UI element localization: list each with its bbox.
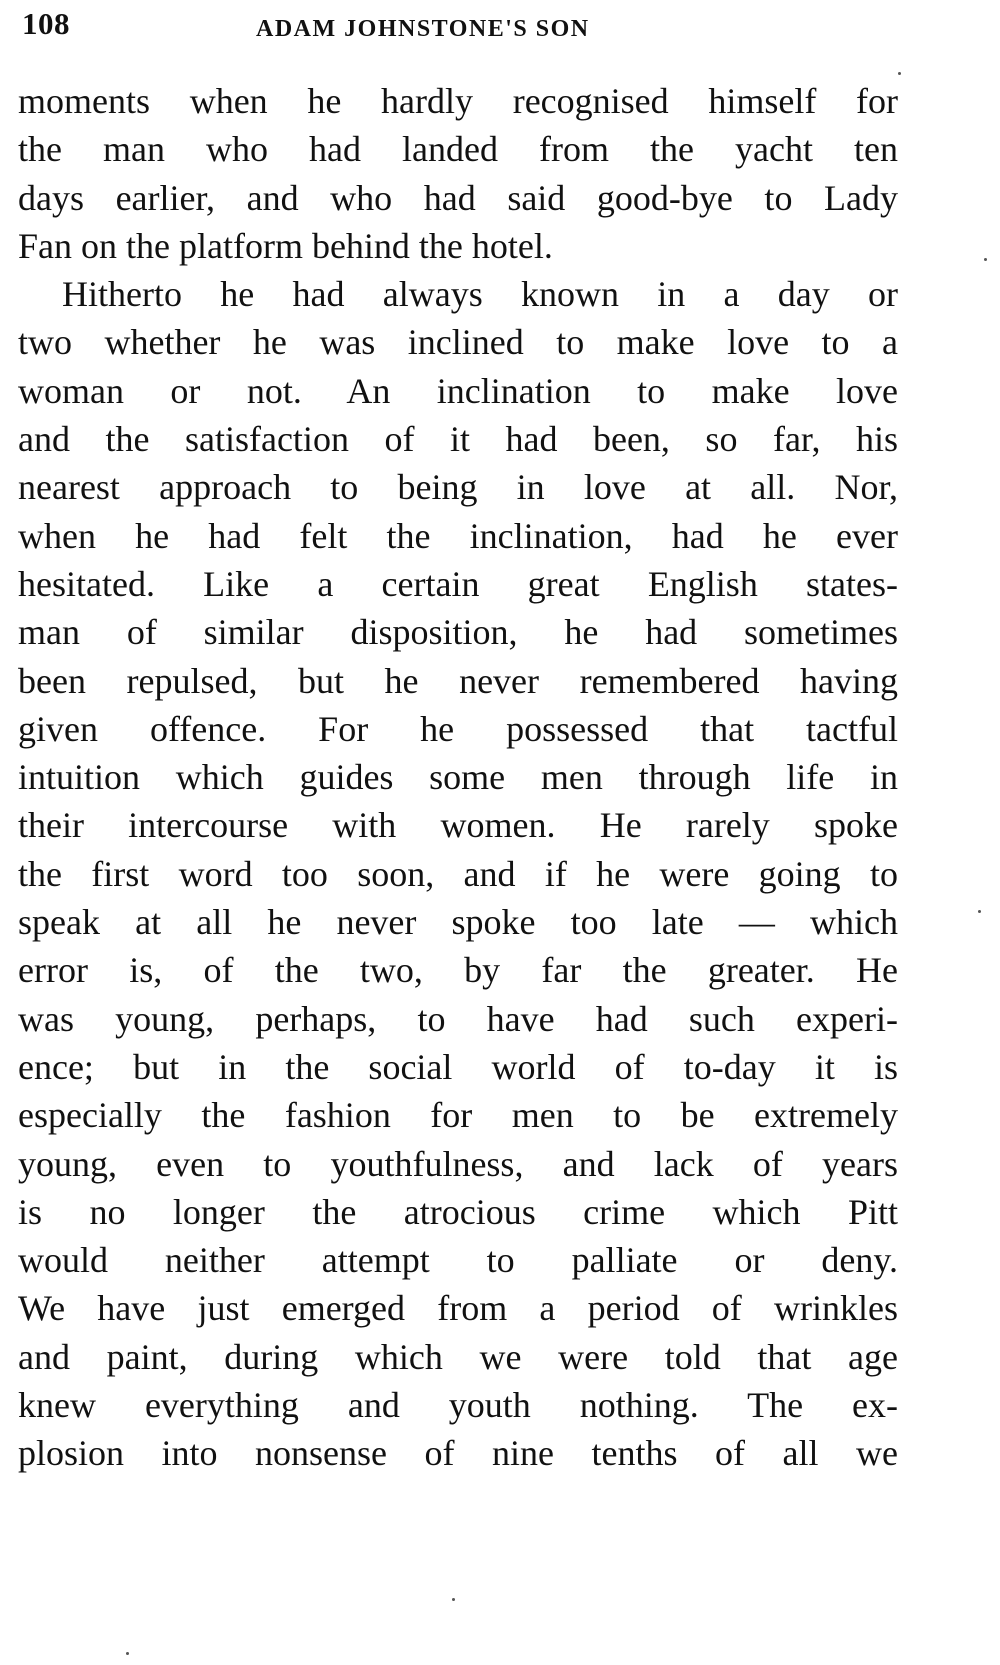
text-line: young, even to youthfulness, and lack of years xyxy=(18,1143,898,1184)
text-line: was young, perhaps, to have had such experi- xyxy=(18,998,898,1039)
text-line: would neither attempt to palliate or deny. xyxy=(18,1240,898,1281)
text-line: two whether he was inclined to make love to a xyxy=(18,322,898,363)
text-line: moments when he hardly recognised himself for xyxy=(18,81,898,121)
running-title: ADAM JOHNSTONE'S SON xyxy=(256,16,590,42)
text-line: ence; but in the social world of to-day it is xyxy=(18,1046,898,1087)
text-line: their intercourse with women. He rarely spoke xyxy=(18,805,898,846)
body-text xyxy=(18,77,898,1478)
text-line: days earlier, and who had said good-bye to Lady xyxy=(18,177,898,218)
paper-speck xyxy=(898,72,901,75)
text-line: when he had felt the inclination, had he ever xyxy=(18,515,898,556)
text-line: hesitated. Like a certain great English states- xyxy=(18,563,898,604)
text-line: speak at all he never spoke too late — which xyxy=(18,902,898,943)
text-line: We have just emerged from a period of wrinkles xyxy=(18,1288,898,1329)
paper-speck xyxy=(126,1652,129,1655)
text-line: man of similar disposition, he had sometimes xyxy=(18,612,898,653)
text-line: given offence. For he possessed that tactful xyxy=(18,708,898,749)
text-line: especially the fashion for men to be extremely xyxy=(18,1095,898,1136)
text-line: error is, of the two, by far the greater. He xyxy=(18,950,898,991)
text-line: is no longer the atrocious crime which Pitt xyxy=(18,1191,898,1232)
text-line: and paint, during which we were told that age xyxy=(18,1336,898,1377)
text-line: Fan on the platform behind the hotel. xyxy=(18,225,553,266)
paper-speck xyxy=(984,258,987,261)
text-line: intuition which guides some men through life in xyxy=(18,757,898,798)
text-line: woman or not. An inclination to make love xyxy=(18,370,898,411)
text-line: knew everything and youth nothing. The ex- xyxy=(18,1385,898,1426)
page-number: 108 xyxy=(22,6,70,41)
text-line: Hitherto he had always known in a day or xyxy=(62,274,898,315)
text-line: been repulsed, but he never remembered having xyxy=(18,660,898,701)
paper-speck xyxy=(978,910,981,913)
text-line: the man who had landed from the yacht ten xyxy=(18,129,898,170)
text-line: plosion into nonsense of nine tenths of all we xyxy=(18,1433,898,1474)
text-line: and the satisfaction of it had been, so far, his xyxy=(18,419,898,460)
paper-speck xyxy=(452,1598,455,1601)
text-line: the first word too soon, and if he were going to xyxy=(18,853,898,894)
text-line: nearest approach to being in love at all. Nor, xyxy=(18,467,898,508)
running-head xyxy=(22,6,892,46)
